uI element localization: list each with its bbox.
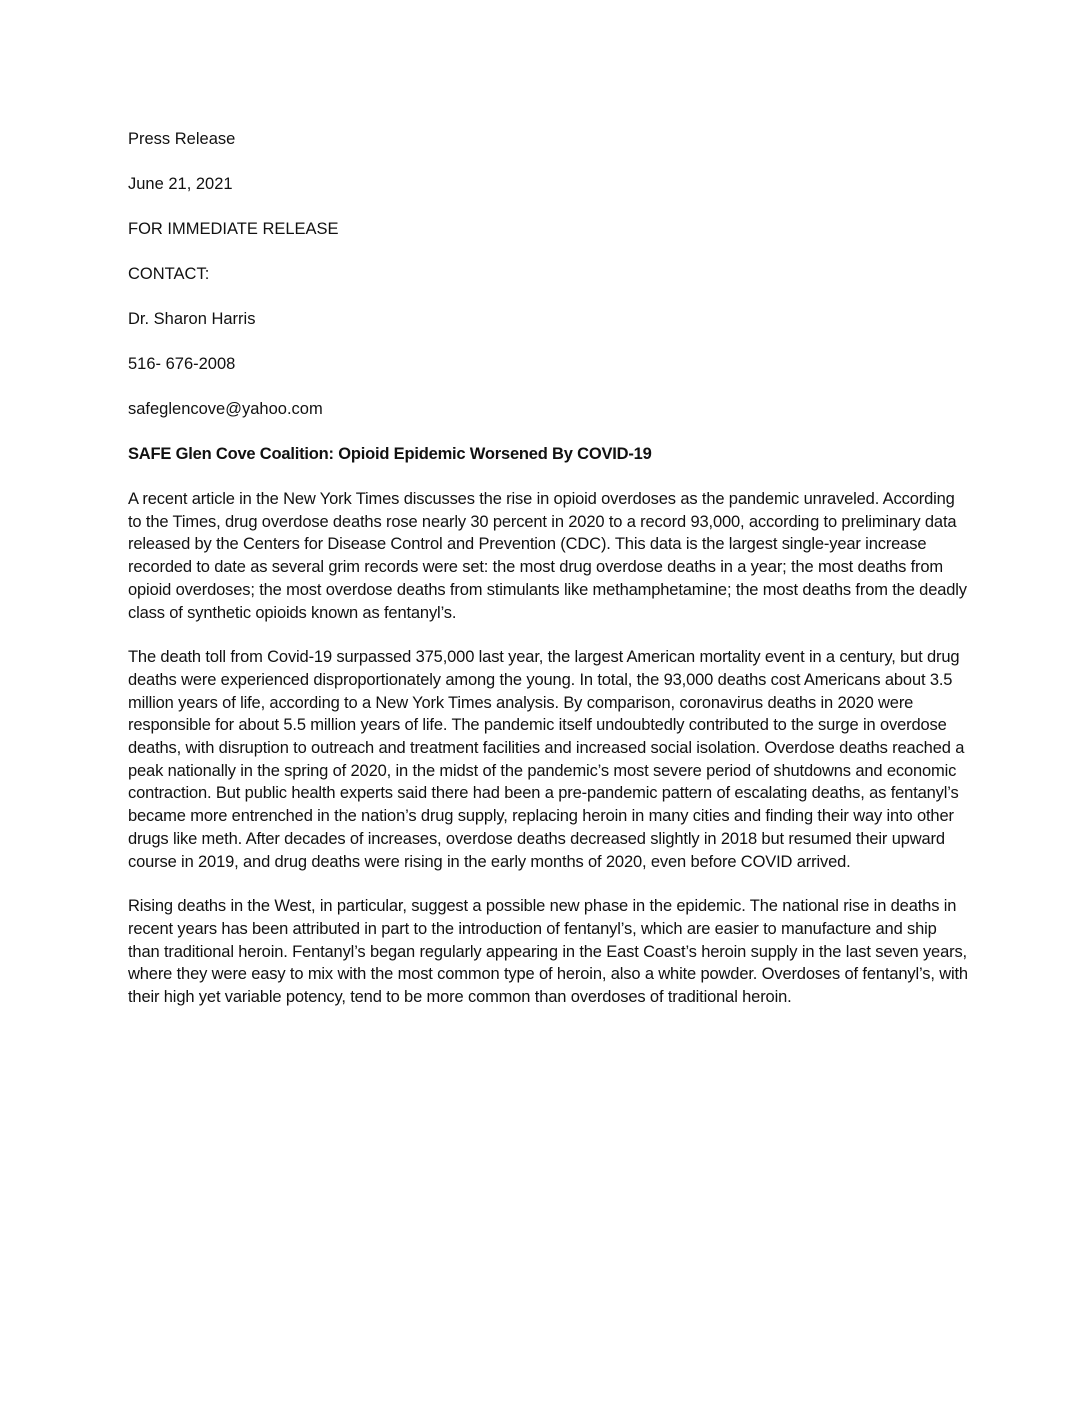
contact-label: CONTACT: bbox=[128, 265, 210, 283]
document-content bbox=[128, 128, 968, 1031]
press-release-title: SAFE Glen Cove Coalition: Opioid Epidemic Worsened By COVID-19 bbox=[128, 445, 652, 463]
release-notice: FOR IMMEDIATE RELEASE bbox=[128, 220, 339, 238]
body-paragraph-1: A recent article in the New York Times discusses the rise in opioid overdoses as the pandemic unraveled. According to the Times, drug overdose deaths rose nearly 30 percent in 2020 to a record 93,000, according to preliminary data released by the Centers for Disease Control and Prevention (CDC). This data is the largest single-year increase recorded to date as several grim records were set: the most drug overdose deaths in a year; the most deaths from opioid overdoses; the most overdose deaths from stimulants like methamphetamine; the most deaths from the deadly class of synthetic opioids known as fentanyl’s. bbox=[128, 490, 967, 622]
contact-name: Dr. Sharon Harris bbox=[128, 310, 256, 328]
contact-email: safeglencove@yahoo.com bbox=[128, 400, 323, 418]
document-label: Press Release bbox=[128, 130, 236, 148]
body-paragraph-3: Rising deaths in the West, in particular, suggest a possible new phase in the epidemic. The national rise in deaths in recent years has been attributed in part to the introduction of fentanyl’s, which are easier to manufacture and ship than traditional heroin. Fentanyl’s began regularly appearing in the East Coast’s heroin supply in the last seven years, where they were easy to mix with the most common type of heroin, also a white powder. Overdoses of fentanyl’s, with their high yet variable potency, tend to be more common than overdoses of traditional heroin. bbox=[128, 897, 968, 1007]
body-paragraph-2: The death toll from Covid-19 surpassed 375,000 last year, the largest American mortality event in a century, but drug deaths were experienced disproportionately among the young. In total, the 93,000 deaths cost Americans about 3.5 million years of life, according to a New York Times analysis. By comparison, coronavirus deaths in 2020 were responsible for about 5.5 million years of life. The pandemic itself undoubtedly contributed to the surge in overdose deaths, with disruption to outreach and treatment facilities and increased social isolation. Overdose deaths reached a peak nationally in the spring of 2020, in the midst of the pandemic’s most severe period of shutdowns and economic contraction. But public health experts said there had been a pre-pandemic pattern of escalating deaths, as fentanyl’s became more entrenched in the nation’s drug supply, replacing heroin in many cities and finding their way into other drugs like meth. After decades of increases, overdose deaths decreased slightly in 2018 but resumed their upward course in 2019, and drug deaths were rising in the early months of 2020, even before COVID arrived. bbox=[128, 648, 965, 871]
release-date: June 21, 2021 bbox=[128, 175, 233, 193]
contact-phone: 516- 676-2008 bbox=[128, 355, 236, 373]
